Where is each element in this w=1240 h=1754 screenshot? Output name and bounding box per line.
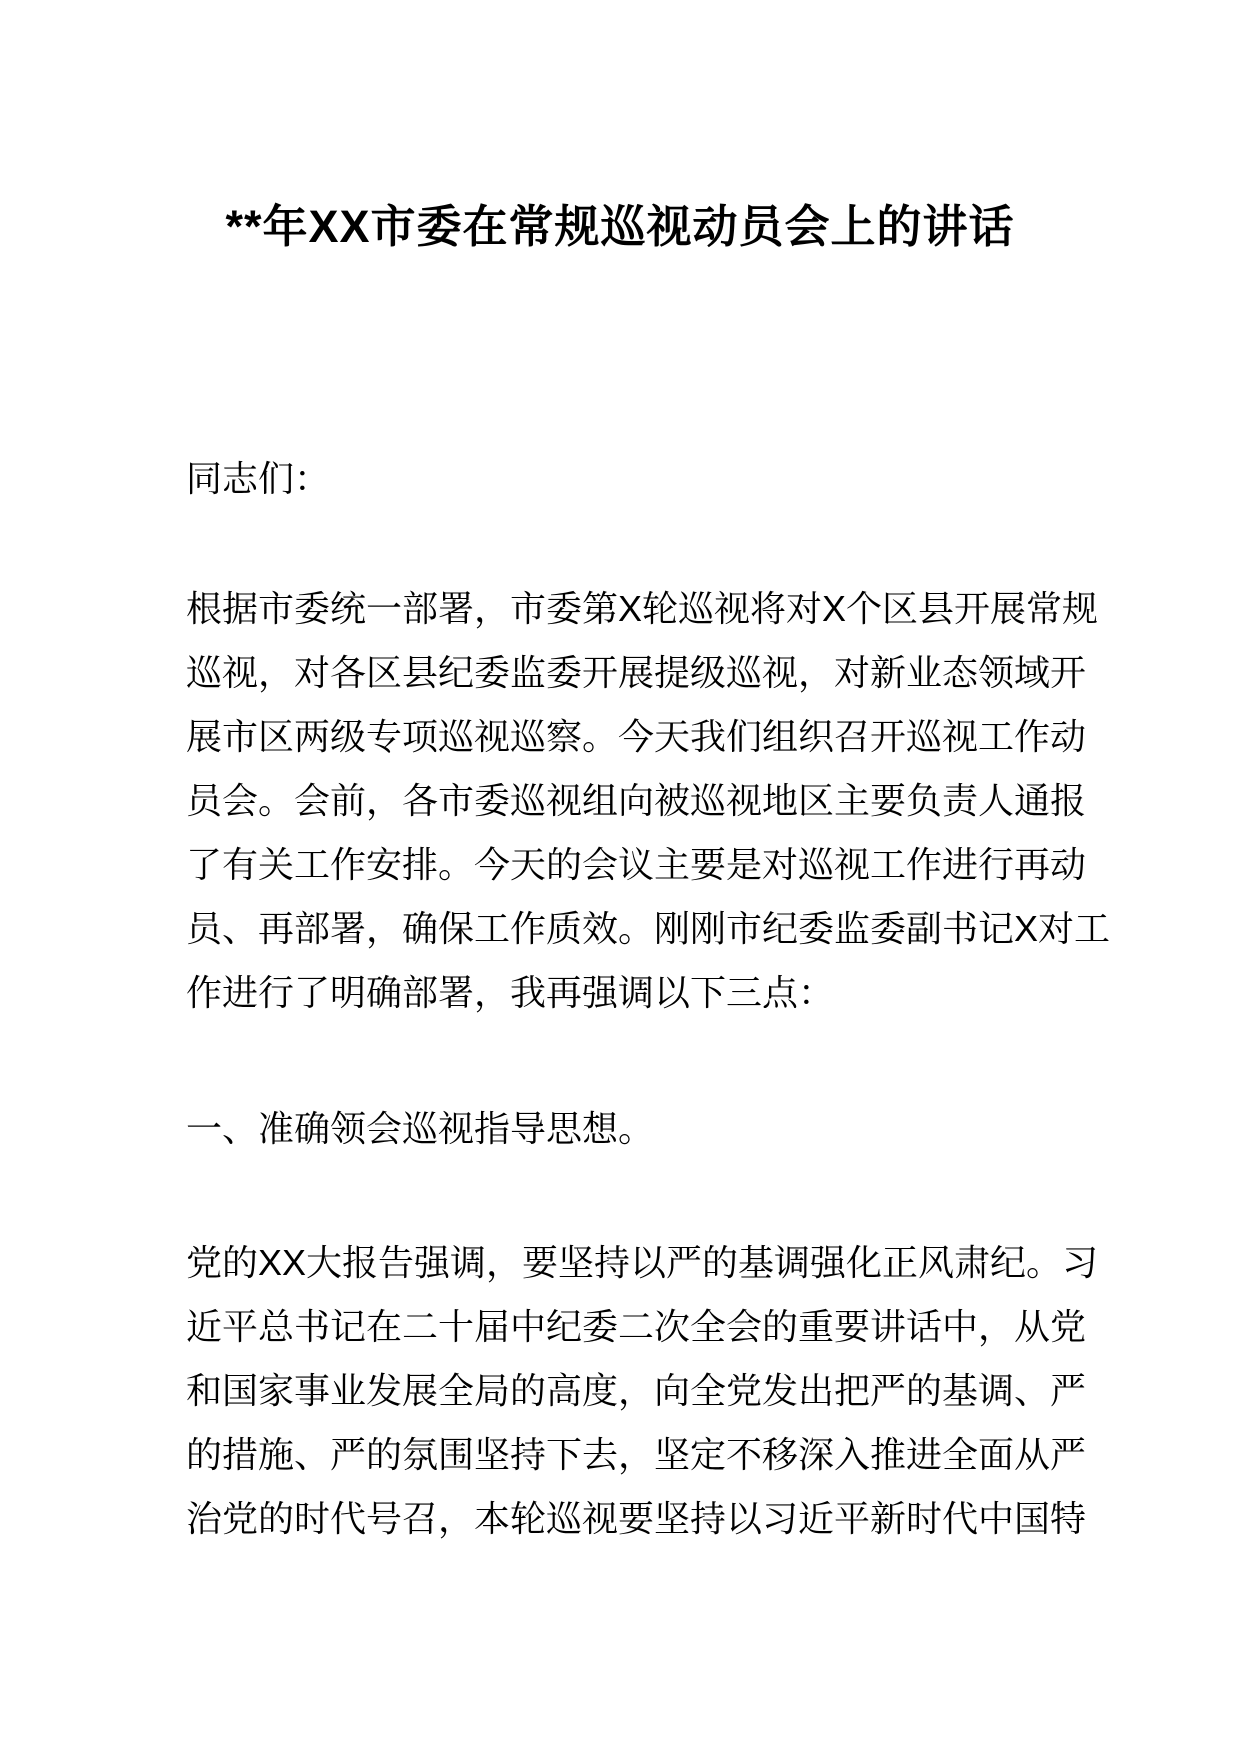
text-line: 的措施、严的氛围坚持下去，坚定不移深入推进全面从严: [186, 1434, 1087, 1475]
document-title: **年XX市委在常规巡视动员会上的讲话: [225, 201, 1015, 252]
text-line: 根据市委统一部署，市委第X轮巡视将对X个区县开展常规: [186, 588, 1099, 629]
opening-paragraph: [186, 577, 1111, 1025]
document-content: [186, 0, 1111, 1551]
text-line: 党的XX大报告强调，要坚持以严的基调强化正风肃纪。习: [186, 1242, 1099, 1283]
text-line: 近平总书记在二十届中纪委二次全会的重要讲话中，从党: [186, 1306, 1087, 1347]
text-line: 治党的时代号召，本轮巡视要坚持以习近平新时代中国特: [186, 1498, 1087, 1539]
section-heading-1: [186, 1097, 1054, 1161]
text-line: 一、准确领会巡视指导思想。: [186, 1108, 655, 1149]
text-line: 作进行了明确部署，我再强调以下三点：: [186, 972, 835, 1013]
text-line: 展市区两级专项巡视巡察。今天我们组织召开巡视工作动: [186, 716, 1087, 757]
text-line: 了有关工作安排。今天的会议主要是对巡视工作进行再动: [186, 844, 1087, 885]
text-line: 员、再部署，确保工作质效。刚刚市纪委监委副书记X对工: [186, 908, 1111, 949]
guiding-ideology-paragraph: [186, 1231, 1099, 1551]
text-line: 和国家事业发展全局的高度，向全党发出把严的基调、严: [186, 1370, 1087, 1411]
text-line: 巡视，对各区县纪委监委开展提级巡视，对新业态领域开: [186, 652, 1087, 693]
salutation: 同志们：: [186, 458, 331, 499]
text-line: 员会。会前，各市委巡视组向被巡视地区主要负责人通报: [186, 780, 1087, 821]
